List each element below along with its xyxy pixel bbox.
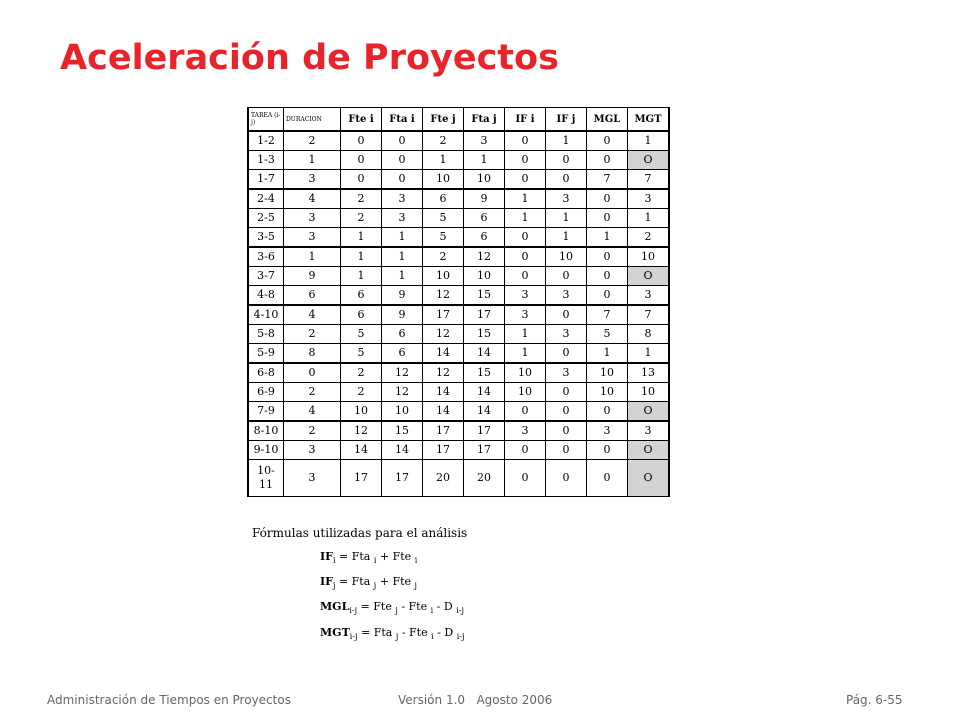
- table-cell: 10: [505, 383, 546, 402]
- table-row: [248, 441, 669, 460]
- table-cell: 15: [464, 363, 505, 383]
- table-cell: 10: [382, 402, 423, 422]
- table-cell: 4-8: [248, 286, 284, 306]
- table-cell: 0: [587, 441, 628, 460]
- table-row: [248, 460, 669, 497]
- table-row: [248, 247, 669, 267]
- table-cell: 13: [628, 363, 670, 383]
- table-cell: 3: [284, 170, 341, 190]
- header-fte-j: Fte j: [423, 108, 464, 132]
- table-cell: 15: [464, 286, 505, 306]
- table-row: [248, 286, 669, 306]
- table-cell: 0: [546, 305, 587, 325]
- table-cell: 14: [423, 344, 464, 364]
- table-cell: 3: [382, 189, 423, 209]
- table-cell: 3: [546, 363, 587, 383]
- table-cell: 3: [628, 189, 670, 209]
- table-cell: 0: [546, 267, 587, 286]
- table-cell: 0: [341, 170, 382, 190]
- table-cell: O: [628, 441, 670, 460]
- table-cell: 7: [628, 170, 670, 190]
- table-cell: 0: [505, 402, 546, 422]
- table-cell: 0: [546, 151, 587, 170]
- table-cell: 2: [628, 228, 670, 248]
- table-cell: 2: [284, 421, 341, 441]
- table-cell: 6-9: [248, 383, 284, 402]
- table-cell: 12: [423, 325, 464, 344]
- formula-if-i: $IF_i$ = Fta $_i$ + Fte $_i$: [320, 550, 418, 566]
- table-cell: 0: [382, 151, 423, 170]
- table-cell: 0: [341, 131, 382, 151]
- table-cell: 17: [423, 441, 464, 460]
- table-cell: 3: [284, 228, 341, 248]
- table-cell: 1-3: [248, 151, 284, 170]
- table-cell: 1: [587, 228, 628, 248]
- table-cell: 2: [341, 209, 382, 228]
- table-cell: 10: [423, 267, 464, 286]
- table-cell: 1: [464, 151, 505, 170]
- table-cell: 9: [382, 305, 423, 325]
- table-header-row: [248, 108, 669, 132]
- table-row: [248, 305, 669, 325]
- table-cell: 10: [341, 402, 382, 422]
- table-row: [248, 344, 669, 364]
- table-cell: 17: [423, 305, 464, 325]
- table-cell: 2: [284, 325, 341, 344]
- table-cell: 17: [341, 460, 382, 497]
- table-cell: 3: [628, 421, 670, 441]
- table-cell: 1: [382, 267, 423, 286]
- table-cell: 0: [505, 151, 546, 170]
- project-table: [247, 107, 670, 497]
- table-cell: 12: [341, 421, 382, 441]
- table-cell: 20: [423, 460, 464, 497]
- table-cell: 2-4: [248, 189, 284, 209]
- table-cell: 10- 11: [248, 460, 284, 497]
- table-cell: 3: [284, 460, 341, 497]
- table-row: [248, 228, 669, 248]
- table-cell: 0: [382, 170, 423, 190]
- table-cell: 5-9: [248, 344, 284, 364]
- table-cell: 8: [284, 344, 341, 364]
- table-cell: 0: [587, 131, 628, 151]
- table-cell: 3: [505, 305, 546, 325]
- table-cell: 10: [464, 267, 505, 286]
- formula-if-j: $IF_j$ = Fta $_j$ + Fte $_j$: [320, 575, 418, 591]
- table-cell: 12: [423, 286, 464, 306]
- table-cell: 14: [423, 383, 464, 402]
- table-cell: 0: [587, 151, 628, 170]
- table-cell: 0: [341, 151, 382, 170]
- header-if-i: IF i: [505, 108, 546, 132]
- table-cell: O: [628, 151, 670, 170]
- table-row: [248, 421, 669, 441]
- table-cell: 17: [464, 305, 505, 325]
- table-cell: 7-9: [248, 402, 284, 422]
- table-cell: O: [628, 460, 670, 497]
- table-row: [248, 189, 669, 209]
- table-cell: 6: [284, 286, 341, 306]
- table-cell: 5: [587, 325, 628, 344]
- table-cell: 0: [382, 131, 423, 151]
- table-cell: 0: [587, 189, 628, 209]
- page-title: Aceleración de Proyectos: [60, 38, 559, 78]
- table-cell: 2: [423, 131, 464, 151]
- table-cell: 3: [505, 421, 546, 441]
- table-cell: 15: [382, 421, 423, 441]
- table-cell: 4: [284, 305, 341, 325]
- table-cell: 4: [284, 402, 341, 422]
- table-cell: 1: [284, 247, 341, 267]
- table-cell: 4-10: [248, 305, 284, 325]
- table-cell: 14: [464, 383, 505, 402]
- header-if-j: IF j: [546, 108, 587, 132]
- formulas-block: [252, 526, 467, 651]
- table-cell: 0: [587, 286, 628, 306]
- header-fte-i: Fte i: [341, 108, 382, 132]
- table-cell: 8: [628, 325, 670, 344]
- table-cell: 3: [628, 286, 670, 306]
- table-row: [248, 131, 669, 151]
- table-cell: 1: [423, 151, 464, 170]
- table-cell: 0: [587, 247, 628, 267]
- table-cell: 3: [546, 286, 587, 306]
- table-cell: 2: [341, 189, 382, 209]
- table-cell: 1: [546, 209, 587, 228]
- table-cell: 3-7: [248, 267, 284, 286]
- table-cell: 1: [382, 228, 423, 248]
- table-row: [248, 209, 669, 228]
- table-cell: 3: [382, 209, 423, 228]
- table-cell: 17: [464, 421, 505, 441]
- table-cell: 7: [628, 305, 670, 325]
- table-cell: 10: [628, 383, 670, 402]
- table-cell: 2-5: [248, 209, 284, 228]
- table-cell: 1: [628, 209, 670, 228]
- table-cell: 9: [382, 286, 423, 306]
- table-cell: 1: [628, 131, 670, 151]
- table-cell: 0: [284, 363, 341, 383]
- table-cell: 3: [505, 286, 546, 306]
- table-cell: 10: [546, 247, 587, 267]
- table-cell: 2: [284, 131, 341, 151]
- table-body: [248, 131, 669, 497]
- formula-mgl: $MGL_{i-j}$ = Fte $_j$ - Fte $_i$ - D $_{i-j}$: [320, 600, 464, 616]
- table-cell: 5: [341, 325, 382, 344]
- footer-version: Versión 1.0 Agosto 2006: [398, 693, 553, 707]
- table-cell: 3: [284, 441, 341, 460]
- table-cell: 20: [464, 460, 505, 497]
- table-cell: 0: [505, 228, 546, 248]
- table-cell: 14: [423, 402, 464, 422]
- table-cell: 14: [382, 441, 423, 460]
- table-cell: 14: [341, 441, 382, 460]
- table-cell: 6: [341, 286, 382, 306]
- table-cell: 1-7: [248, 170, 284, 190]
- table-cell: 3: [587, 421, 628, 441]
- table-cell: 17: [464, 441, 505, 460]
- table-cell: 1: [628, 344, 670, 364]
- table-cell: 1: [546, 131, 587, 151]
- table-cell: 6: [423, 189, 464, 209]
- header-mgt: MGT: [628, 108, 670, 132]
- table-cell: 6: [464, 209, 505, 228]
- table-cell: 7: [587, 305, 628, 325]
- table-cell: 6-8: [248, 363, 284, 383]
- table-cell: 3-6: [248, 247, 284, 267]
- table-cell: 0: [505, 170, 546, 190]
- table-cell: 14: [464, 402, 505, 422]
- table-cell: 10: [587, 363, 628, 383]
- table-row: [248, 325, 669, 344]
- table-cell: 1: [505, 344, 546, 364]
- table-cell: 0: [546, 383, 587, 402]
- table-cell: 3: [546, 189, 587, 209]
- table-cell: 5-8: [248, 325, 284, 344]
- table-cell: 0: [505, 247, 546, 267]
- table-cell: 10: [628, 247, 670, 267]
- table-cell: 0: [505, 460, 546, 497]
- header-mgl: MGL: [587, 108, 628, 132]
- footer-page-number: Pág. 6-55: [846, 693, 903, 707]
- table-cell: 3: [284, 209, 341, 228]
- table-cell: 15: [464, 325, 505, 344]
- table-cell: 6: [341, 305, 382, 325]
- table-cell: 9-10: [248, 441, 284, 460]
- table-cell: 6: [382, 344, 423, 364]
- table-cell: 1: [341, 267, 382, 286]
- header-fta-i: Fta i: [382, 108, 423, 132]
- table-cell: 0: [587, 209, 628, 228]
- table-cell: 5: [423, 209, 464, 228]
- table-cell: 10: [423, 170, 464, 190]
- table-cell: 0: [546, 460, 587, 497]
- table-cell: 0: [587, 267, 628, 286]
- table-cell: 10: [587, 383, 628, 402]
- table-cell: 0: [546, 170, 587, 190]
- table-cell: 5: [423, 228, 464, 248]
- table-cell: 1: [341, 247, 382, 267]
- table-cell: 4: [284, 189, 341, 209]
- table-cell: 12: [382, 383, 423, 402]
- table-cell: 0: [546, 441, 587, 460]
- table-cell: 9: [464, 189, 505, 209]
- table-cell: 6: [382, 325, 423, 344]
- table-cell: 3-5: [248, 228, 284, 248]
- table-cell: 14: [464, 344, 505, 364]
- table-cell: 10: [505, 363, 546, 383]
- table-cell: 8-10: [248, 421, 284, 441]
- table-cell: 5: [341, 344, 382, 364]
- table-cell: 0: [505, 131, 546, 151]
- table-cell: 1: [546, 228, 587, 248]
- table-row: [248, 170, 669, 190]
- header-tarea: TAREA (i-j): [248, 108, 284, 132]
- table-cell: 7: [587, 170, 628, 190]
- formulas-heading: Fórmulas utilizadas para el análisis: [252, 526, 468, 540]
- table-cell: 0: [546, 344, 587, 364]
- table-cell: 2: [341, 363, 382, 383]
- table-cell: O: [628, 402, 670, 422]
- table-cell: 2: [423, 247, 464, 267]
- header-fta-j: Fta j: [464, 108, 505, 132]
- table-cell: 0: [546, 402, 587, 422]
- table-cell: 0: [546, 421, 587, 441]
- table-cell: 1-2: [248, 131, 284, 151]
- table-cell: 10: [464, 170, 505, 190]
- table-cell: 2: [341, 383, 382, 402]
- table-cell: 12: [464, 247, 505, 267]
- table-cell: 17: [382, 460, 423, 497]
- table-row: [248, 383, 669, 402]
- table-cell: 1: [505, 209, 546, 228]
- table-cell: 1: [382, 247, 423, 267]
- table-row: [248, 151, 669, 170]
- table-row: [248, 363, 669, 383]
- table-cell: 1: [284, 151, 341, 170]
- table-cell: 3: [464, 131, 505, 151]
- table-cell: 0: [505, 267, 546, 286]
- table-row: [248, 402, 669, 422]
- table-cell: 6: [464, 228, 505, 248]
- table-cell: 12: [382, 363, 423, 383]
- table-cell: 1: [505, 325, 546, 344]
- table-cell: 1: [341, 228, 382, 248]
- table-cell: 2: [284, 383, 341, 402]
- table-cell: 12: [423, 363, 464, 383]
- table-cell: 0: [587, 460, 628, 497]
- table-cell: 1: [587, 344, 628, 364]
- footer-course-title: Administración de Tiempos en Proyectos: [47, 693, 291, 707]
- table-cell: O: [628, 267, 670, 286]
- table-cell: 0: [587, 402, 628, 422]
- table-cell: 17: [423, 421, 464, 441]
- table-row: [248, 267, 669, 286]
- table-cell: 0: [505, 441, 546, 460]
- header-duracion: DURACION: [284, 108, 341, 132]
- table-cell: 9: [284, 267, 341, 286]
- table-cell: 3: [546, 325, 587, 344]
- formula-mgt: $MGT_{i-j}$ = Fta $_j$ - Fte $_i$ - D $_{i-j}$: [320, 625, 465, 641]
- table-cell: 1: [505, 189, 546, 209]
